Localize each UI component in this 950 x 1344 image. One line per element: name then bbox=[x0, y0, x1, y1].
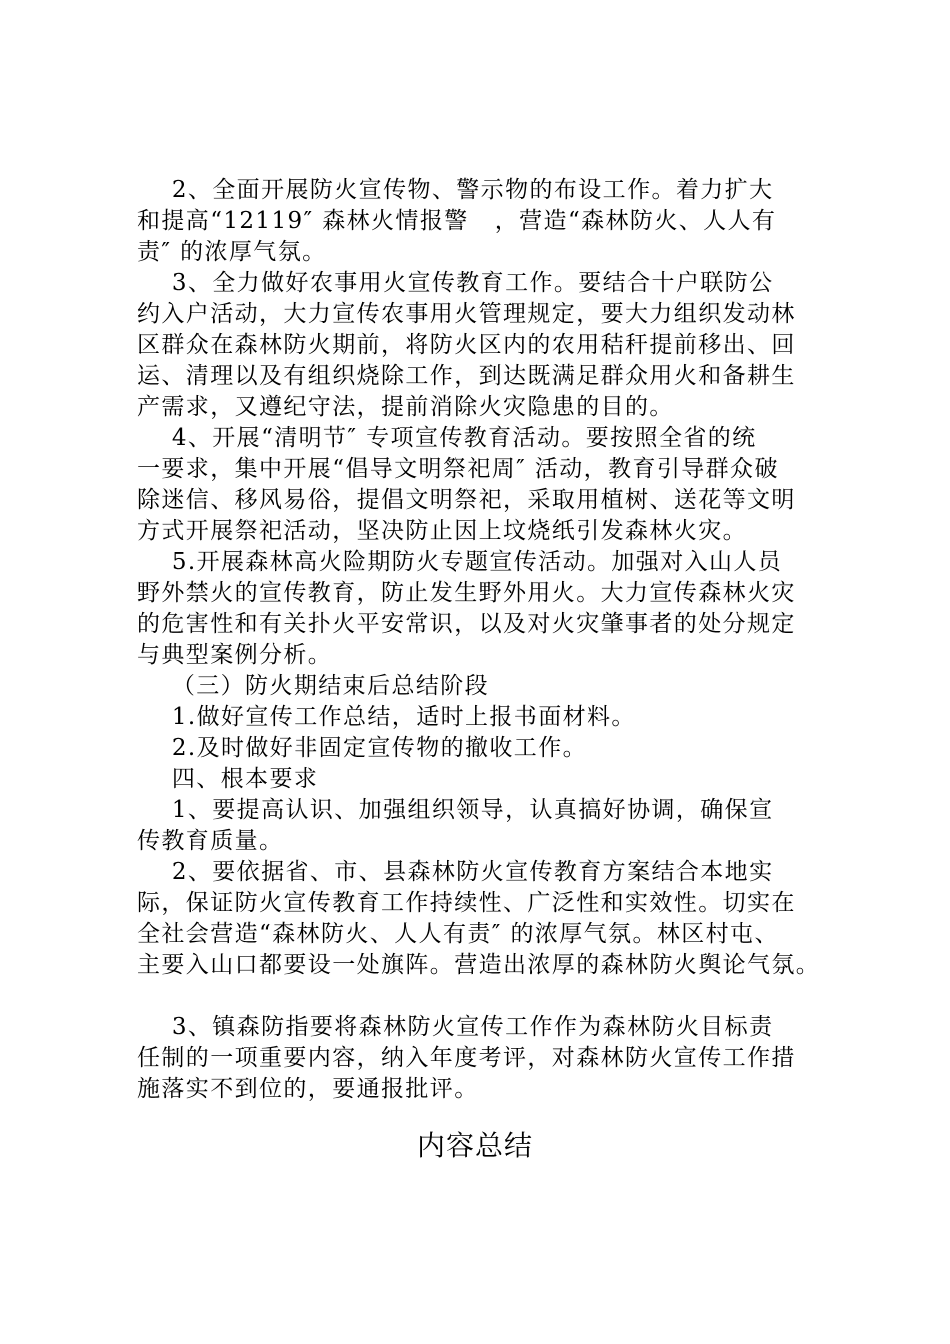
text-line: 和提高“12119″ 森林火情报警 ，营造“森林防火、人人有 bbox=[137, 208, 777, 234]
text-line: 一要求，集中开展“倡导文明祭祀周″ 活动，教育引导群众破 bbox=[137, 456, 779, 482]
text-line: 1.做好宣传工作总结，适时上报书面材料。 bbox=[137, 704, 636, 730]
text-line: 除迷信、移风易俗，提倡文明祭祀，采取用植树、送花等文明 bbox=[137, 487, 796, 513]
text-line: 约入户活动，大力宣传农事用火管理规定，要大力组织发动林 bbox=[137, 301, 796, 327]
text-line: 2、全面开展防火宣传物、警示物的布设工作。着力扩大 bbox=[137, 177, 774, 203]
text-line: 运、清理以及有组织烧除工作，到达既满足群众用火和备耕生 bbox=[137, 363, 796, 389]
section-heading: （三）防火期结束后总结阶段 bbox=[137, 673, 490, 699]
text-line: 2.及时做好非固定宣传物的撤收工作。 bbox=[137, 735, 587, 761]
text-line: 主要入山口都要设一处旗阵。营造出浓厚的森林防火舆论气氛。 bbox=[137, 952, 821, 978]
text-line: 区群众在森林防火期前，将防火区内的农用秸秆提前移出、回 bbox=[137, 332, 796, 358]
text-line: 产需求，又遵纪守法，提前消除火灾隐患的目的。 bbox=[137, 394, 674, 420]
text-line: 5.开展森林高火险期防火专题宣传活动。加强对入山人员 bbox=[137, 549, 783, 575]
text-line: 施落实不到位的，要通报批评。 bbox=[137, 1076, 479, 1102]
text-line: 与典型案例分析。 bbox=[137, 642, 333, 668]
text-line: 际，保证防火宣传教育工作持续性、广泛性和实效性。切实在 bbox=[137, 890, 796, 916]
text-line: 传教育质量。 bbox=[137, 828, 284, 854]
text-line: 全社会营造“森林防火、人人有责″ 的浓厚气氛。林区村屯、 bbox=[137, 921, 779, 947]
text-line: 野外禁火的宣传教育，防止发生野外用火。大力宣传森林火灾 bbox=[137, 580, 796, 606]
text-line: 1、要提高认识、加强组织领导，认真搞好协调，确保宣 bbox=[137, 797, 774, 823]
text-line: 方式开展祭祀活动，坚决防止因上坟烧纸引发森林火灾。 bbox=[137, 518, 747, 544]
section-heading: 四、根本要求 bbox=[137, 766, 319, 792]
text-line: 责″ 的浓厚气氛。 bbox=[137, 239, 327, 265]
text-line: 的危害性和有关扑火平安常识，以及对火灾肇事者的处分规定 bbox=[137, 611, 796, 637]
text-line: 3、镇森防指要将森林防火宣传工作作为森林防火目标责 bbox=[137, 1014, 774, 1040]
text-line: 3、全力做好农事用火宣传教育工作。要结合十户联防公 bbox=[137, 270, 774, 296]
text-line: 任制的一项重要内容，纳入年度考评，对森林防火宣传工作措 bbox=[137, 1045, 796, 1071]
text-line: 2、要依据省、市、县森林防火宣传教育方案结合本地实 bbox=[137, 859, 774, 885]
summary-title: 内容总结 bbox=[416, 1129, 533, 1162]
text-line: 4、开展“清明节″ 专项宣传教育活动。要按照全省的统 bbox=[137, 425, 757, 451]
